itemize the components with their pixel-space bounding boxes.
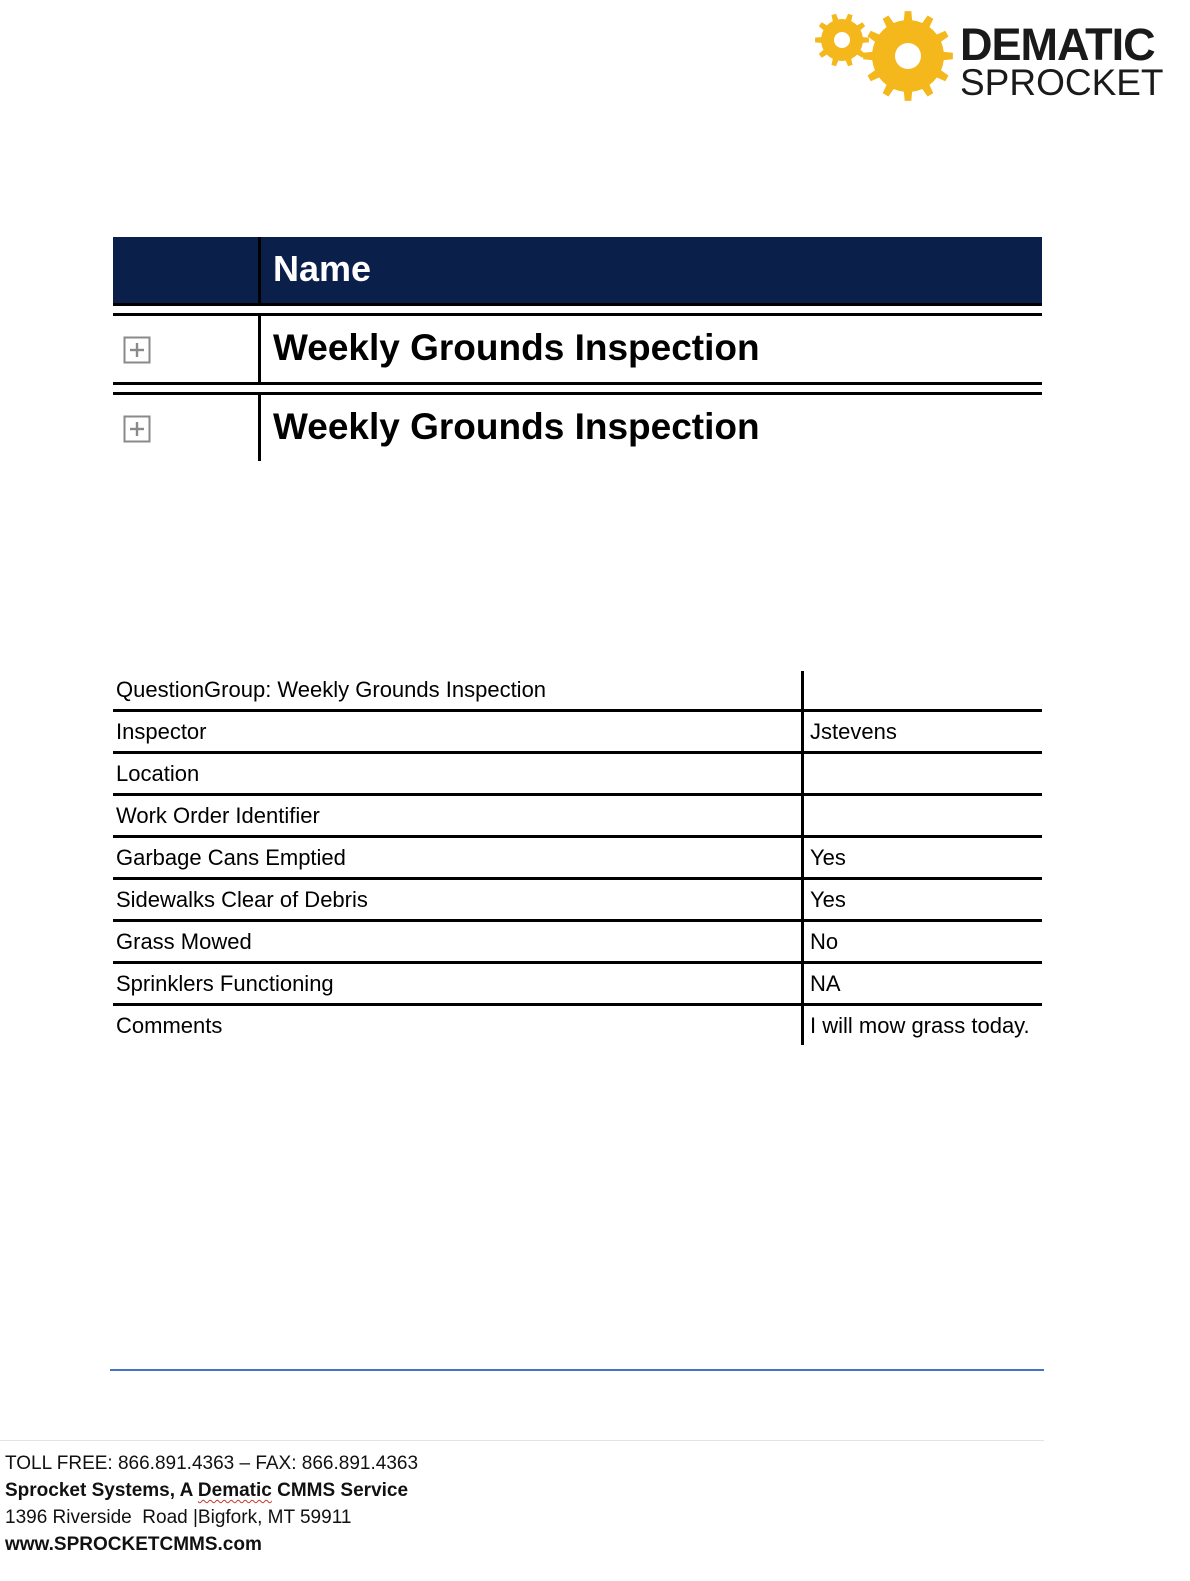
footer-company-suffix: CMMS Service [271, 1480, 409, 1501]
answer-cell: No [803, 921, 1043, 963]
row-name: Weekly Grounds Inspection [273, 327, 760, 368]
table-row [113, 963, 1042, 1005]
answer-cell: Yes [803, 879, 1043, 921]
table-row [113, 879, 1042, 921]
table-row [113, 795, 1042, 837]
logo-text-dematic: DEMATIC [960, 19, 1155, 70]
expand-plus-icon[interactable] [123, 336, 151, 364]
footer-divider [0, 1440, 1044, 1441]
question-group-answer-cell [803, 671, 1043, 711]
table-row [113, 837, 1042, 879]
question-group-header-row [113, 671, 1042, 711]
gear-icon [812, 6, 962, 104]
footer-company-word: Dematic [197, 1480, 272, 1501]
row-name: Weekly Grounds Inspection [273, 406, 760, 447]
answer-cell [803, 753, 1043, 795]
grid-header [113, 237, 1042, 306]
answer-cell: Jstevens [803, 711, 1043, 753]
footer-company-prefix: Sprocket Systems, A [5, 1480, 198, 1501]
grid-row[interactable] [113, 313, 1042, 382]
question-cell: Sprinklers Functioning [113, 963, 803, 1005]
answer-cell [803, 795, 1043, 837]
table-row [113, 753, 1042, 795]
dematic-sprocket-logo [812, 6, 1178, 104]
question-cell: Work Order Identifier [113, 795, 803, 837]
grid-row[interactable] [113, 392, 1042, 461]
large-gear-icon [863, 11, 953, 101]
footer-company-line [5, 1477, 418, 1504]
question-cell: Comments [113, 1005, 803, 1046]
column-divider [258, 237, 261, 303]
question-cell: Inspector [113, 711, 803, 753]
footer-website-link[interactable]: www.SPROCKETCMMS.com [5, 1534, 262, 1555]
column-divider [258, 395, 261, 461]
footer-address: 1396 Riverside Road |Bigfork, MT 59911 [5, 1507, 352, 1528]
table-row [113, 921, 1042, 963]
table-row [113, 711, 1042, 753]
footer-phone-line: TOLL FREE: 866.891.4363 – FAX: 866.891.4363 [5, 1453, 419, 1474]
question-cell: Sidewalks Clear of Debris [113, 879, 803, 921]
question-group-title: QuestionGroup: Weekly Grounds Inspection [116, 677, 547, 702]
question-cell: Location [113, 753, 803, 795]
inspection-grid [113, 237, 1042, 461]
footer [5, 1450, 418, 1558]
name-column-header[interactable]: Name [273, 248, 372, 289]
small-gear-icon [815, 14, 869, 67]
row-separator [113, 382, 1042, 385]
answer-cell: I will mow grass today. [803, 1005, 1043, 1046]
question-cell: Garbage Cans Emptied [113, 837, 803, 879]
question-group-table [113, 671, 1042, 1045]
column-divider [258, 316, 261, 382]
table-row [113, 1005, 1042, 1046]
answer-cell: NA [803, 963, 1043, 1005]
expand-plus-icon[interactable] [123, 415, 151, 443]
footer-rule [110, 1369, 1044, 1371]
logo-text-sprocket: SPROCKET [960, 62, 1164, 103]
question-cell: Grass Mowed [113, 921, 803, 963]
answer-cell: Yes [803, 837, 1043, 879]
